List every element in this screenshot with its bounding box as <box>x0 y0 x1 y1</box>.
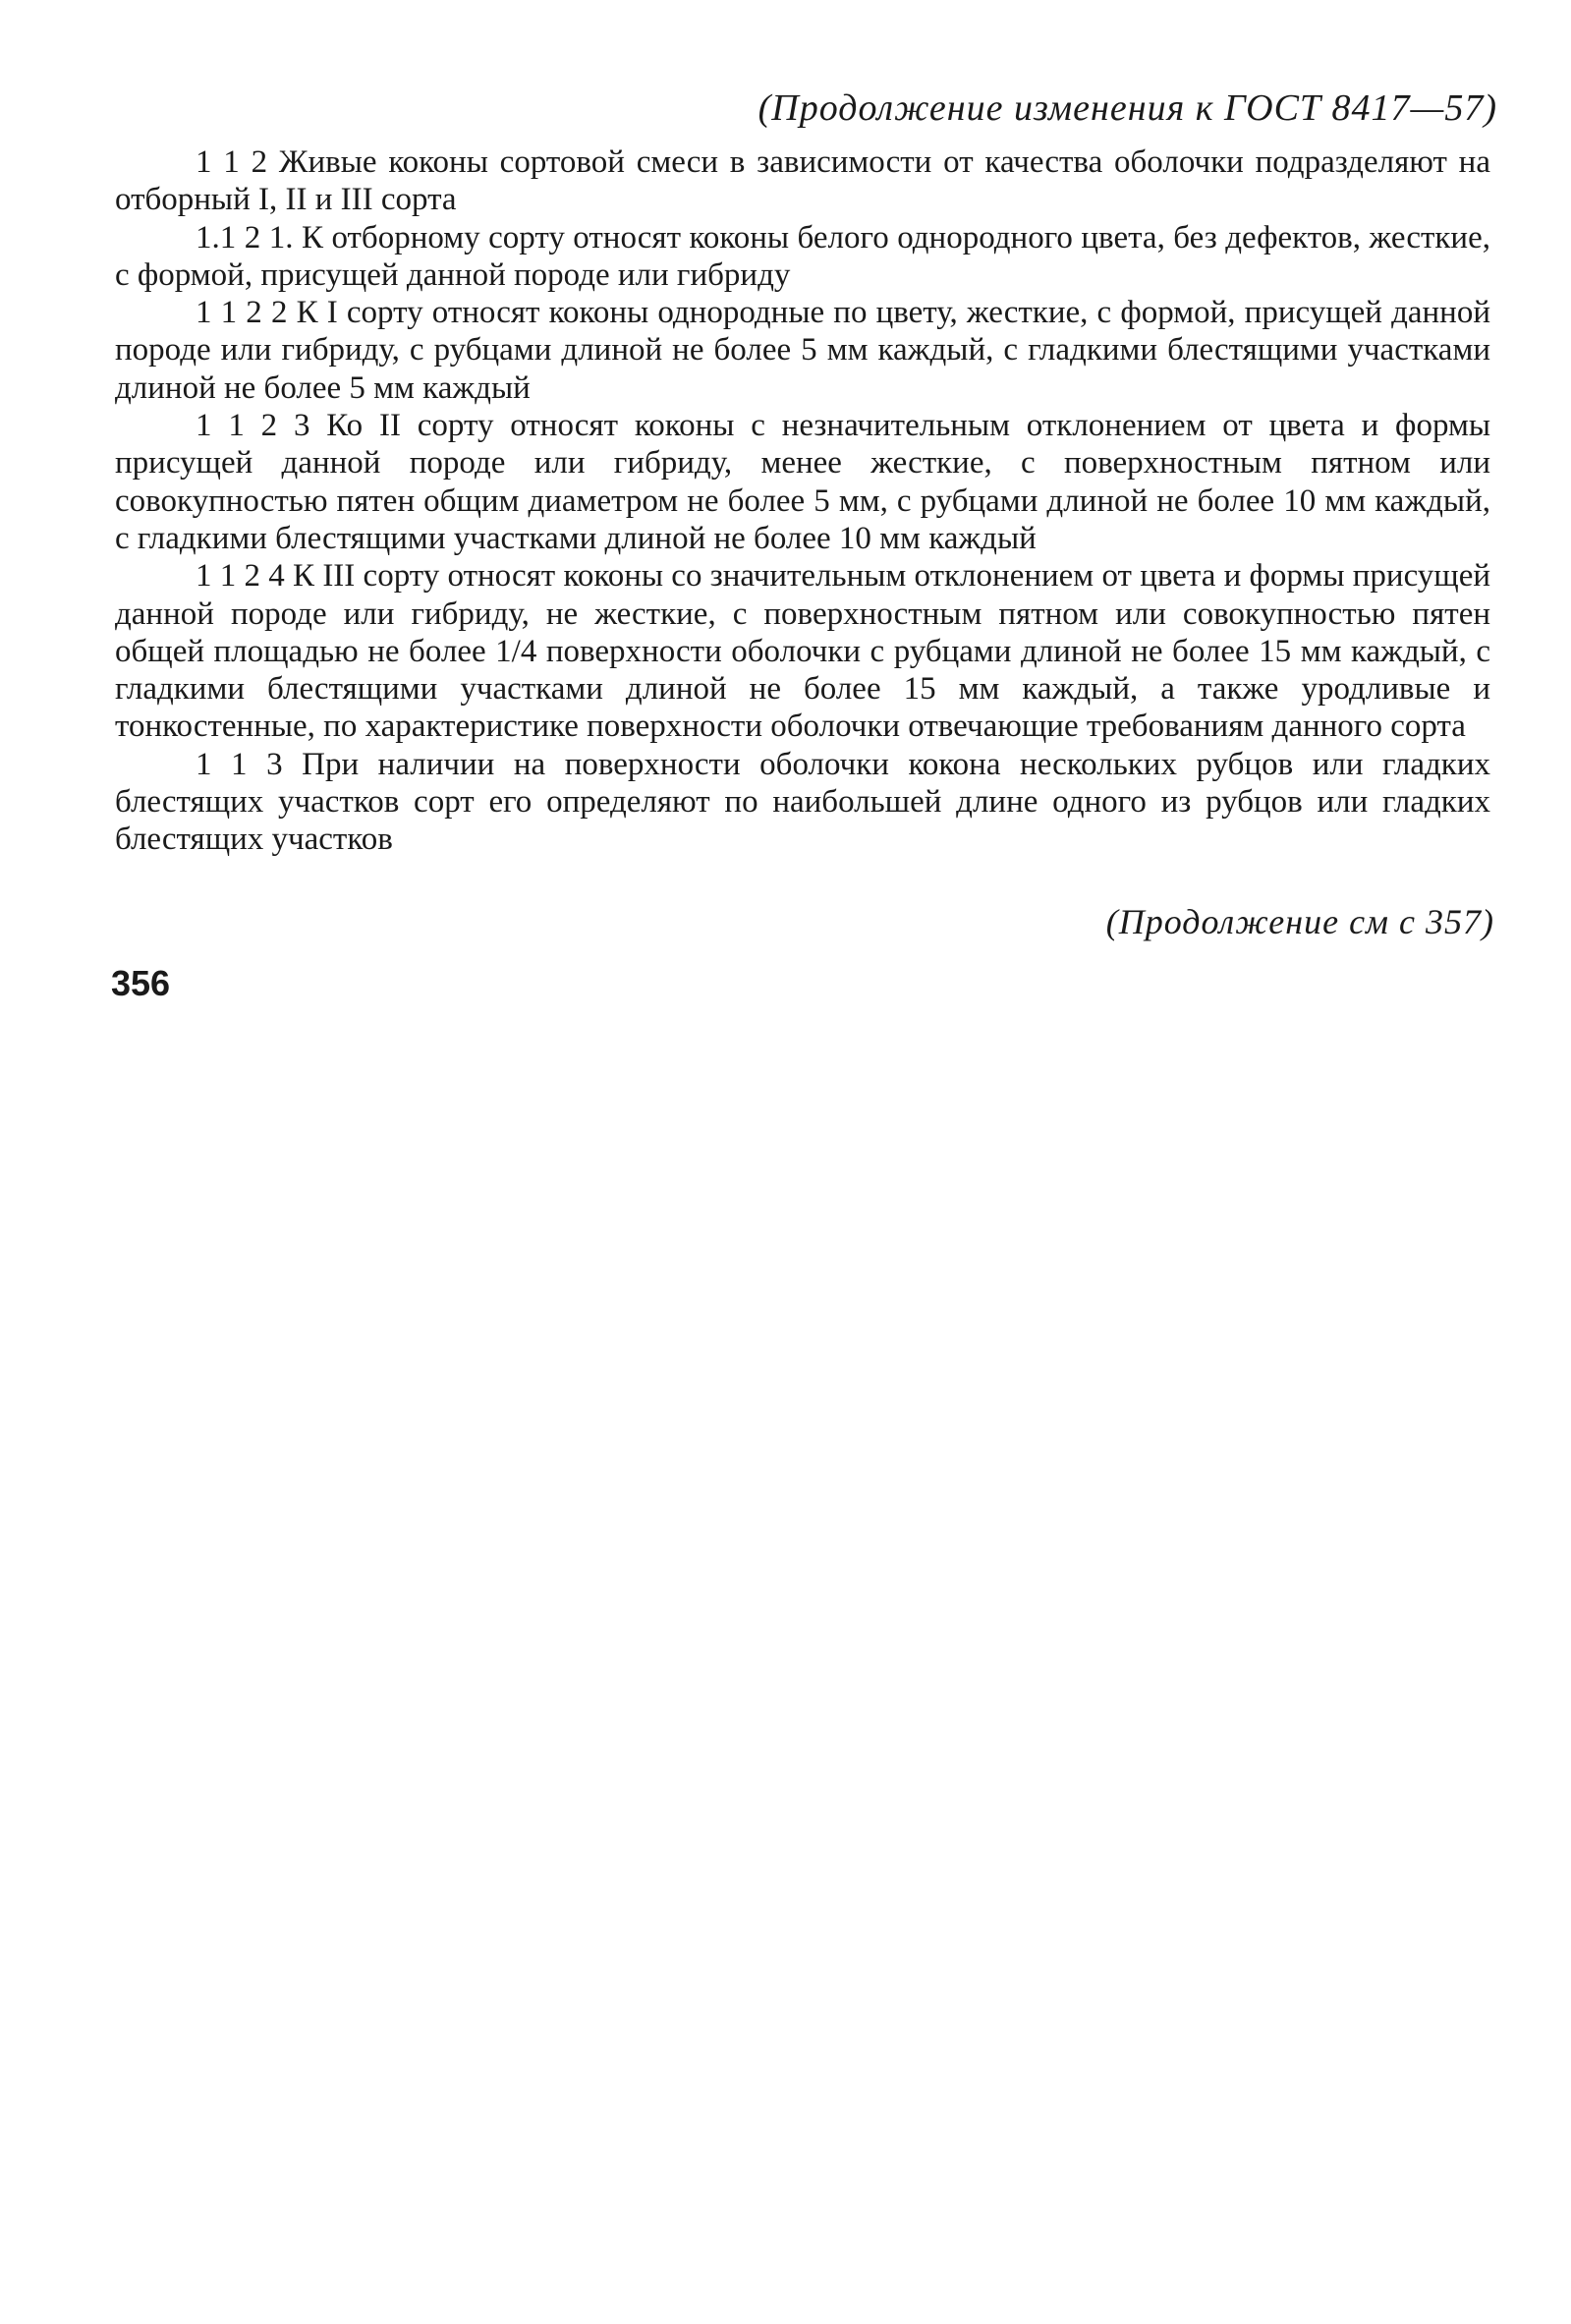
paragraph-1-1-2: 1 1 2 Живые коконы сортовой смеси в зависимости от качества оболочки подразделяют на отборный I, II и III сорта <box>115 144 1490 218</box>
page-number: 356 <box>111 963 171 1003</box>
paragraph-1-1-2-3: 1 1 2 3 Ко II сорту относят коконы с незначительным отклонением от цвета и формы присущей данной породе или гибриду, менее жесткие, с поверхностным пятном или совокупностью пятен общим диаметром не более 5 мм, с рубцами длиной не более 10 мм каждый, с гладкими блестящими участками длиной не более 10 мм каждый <box>115 408 1490 556</box>
paragraph-1-1-2-2: 1 1 2 2 К I сорту относят коконы однородные по цвету, жесткие, с формой, присущей данной породе или гибриду, с рубцами длиной не более 5 мм каждый, с гладкими блестящими участками длиной не более 5 мм каждый <box>115 295 1490 406</box>
paragraph-1-1-2-1: 1.1 2 1. К отборному сорту относят коконы белого однородного цвета, без дефектов, жесткие, с формой, присущей данной породе или гибриду <box>115 219 1490 293</box>
paragraph-1-1-2-4: 1 1 2 4 К III сорту относят коконы со значительным отклонением от цвета и формы присущей данной породе или гибриду, не жесткие, с поверхностным пятном или совокупностью пятен общей площадью не более 1/4 поверхности оболочки с рубцами длиной не более 15 мм каждый, с гладкими блестящими участками длиной не более 15 мм каждый, а также уродливые и тонкостенные, по характеристике поверхности оболочки отвечающие требованиям данного сорта <box>115 558 1490 745</box>
paragraph-1-1-3: 1 1 3 При наличии на поверхности оболочки кокона нескольких рубцов или гладких блестящих участков сорт его определяют по наибольшей длине одного из рубцов или гладких блестящих участков <box>115 746 1490 858</box>
continuation-header: (Продолжение изменения к ГОСТ 8417—57) <box>757 87 1497 129</box>
document-body <box>115 143 1490 859</box>
continued-note: (Продолжение см с 357) <box>1105 902 1494 941</box>
